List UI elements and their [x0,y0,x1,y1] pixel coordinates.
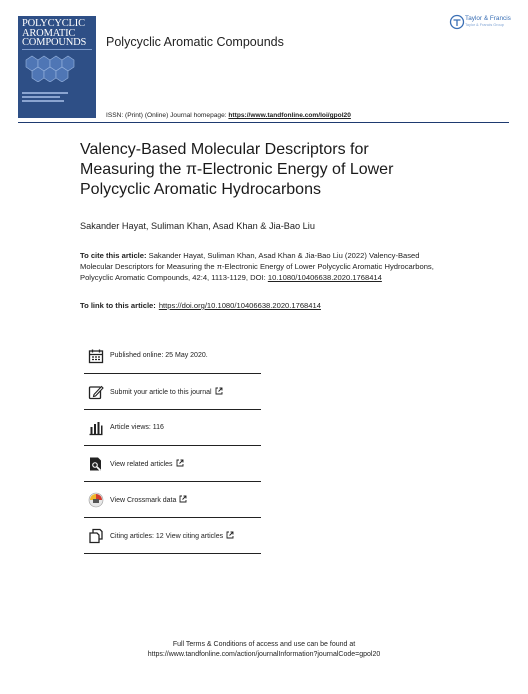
journal-cover[interactable] [18,16,96,118]
footer-terms-line: Full Terms & Conditions of access and use can be found at [172,641,356,648]
issn-label: ISSN: (Print) (Online) Journal homepage: [106,112,229,119]
cover-title: POLYCYCLIC AROMATIC COMPOUNDS [22,18,87,48]
cover-hexagon-graphic [18,52,96,82]
issn-line [106,112,351,119]
article-views-row [84,410,261,446]
published-online-row [84,338,261,374]
publisher-name: Taylor & Francis [465,15,511,22]
publisher-tagline: Taylor & Francis Group [465,23,504,27]
header-divider [18,122,509,123]
cover-text-line [22,100,64,102]
cover-rule [22,49,92,50]
external-link-icon [215,387,223,395]
submit-article-label[interactable]: Submit your article to this journal [110,387,223,396]
related-articles-icon [88,456,104,472]
article-authors: Sakander Hayat, Suliman Khan, Asad Khan & Jia-Bao Liu [80,221,315,231]
external-link-icon [179,495,187,503]
citing-articles-label[interactable]: Citing articles: 12 View citing articles [110,531,234,540]
cover-text-line [22,96,60,98]
article-doi-link[interactable]: https://doi.org/10.1080/10406638.2020.1768414 [158,301,321,310]
citation-label: To cite this article: [80,251,147,260]
submit-article-icon [88,384,104,400]
footer-terms [0,640,528,659]
related-articles-row[interactable] [84,446,261,482]
published-online-label: Published online: 25 May 2020. [110,352,208,359]
crossmark-row[interactable] [84,482,261,518]
external-link-icon [226,531,234,539]
article-link-row [80,301,321,310]
related-articles-label[interactable]: View related articles [110,459,184,468]
citation-doi-link[interactable]: 10.1080/10406638.2020.1768414 [267,273,382,282]
bar-chart-icon [88,420,104,436]
link-label: To link to this article: [80,301,156,310]
citation-text: Sakander Hayat, Suliman Khan, Asad Khan & Jia-Bao Liu (2022) Valency-Based Molecular Descriptors for Measuring the π-Electronic Energy of Lower Polycyclic Aromatic Hydrocarbons, Polycyclic Aromatic Compounds, 42:4, 1113-1129, DOI: [80,251,434,282]
crossmark-icon [88,492,104,508]
external-link-icon [176,459,184,467]
calendar-icon [88,348,104,364]
article-views-label: Article views: 116 [110,424,164,431]
crossmark-label[interactable]: View Crossmark data [110,495,187,504]
journal-name[interactable]: Polycyclic Aromatic Compounds [106,35,284,49]
submit-article-row[interactable] [84,374,261,410]
article-title: Valency-Based Molecular Descriptors for Measuring the π-Electronic Energy of Lower Polycyclic Aromatic Hydrocarbons [80,141,394,198]
footer-terms-link[interactable]: https://www.tandfonline.com/action/journalInformation?journalCode=gpol20 [147,650,381,658]
citing-articles-icon [88,528,104,544]
citing-articles-row[interactable] [84,518,261,554]
article-info-list [84,338,261,554]
journal-homepage-link[interactable]: https://www.tandfonline.com/loi/gpol20 [228,112,351,119]
cover-text-line [22,92,68,94]
citation-block [80,250,440,283]
